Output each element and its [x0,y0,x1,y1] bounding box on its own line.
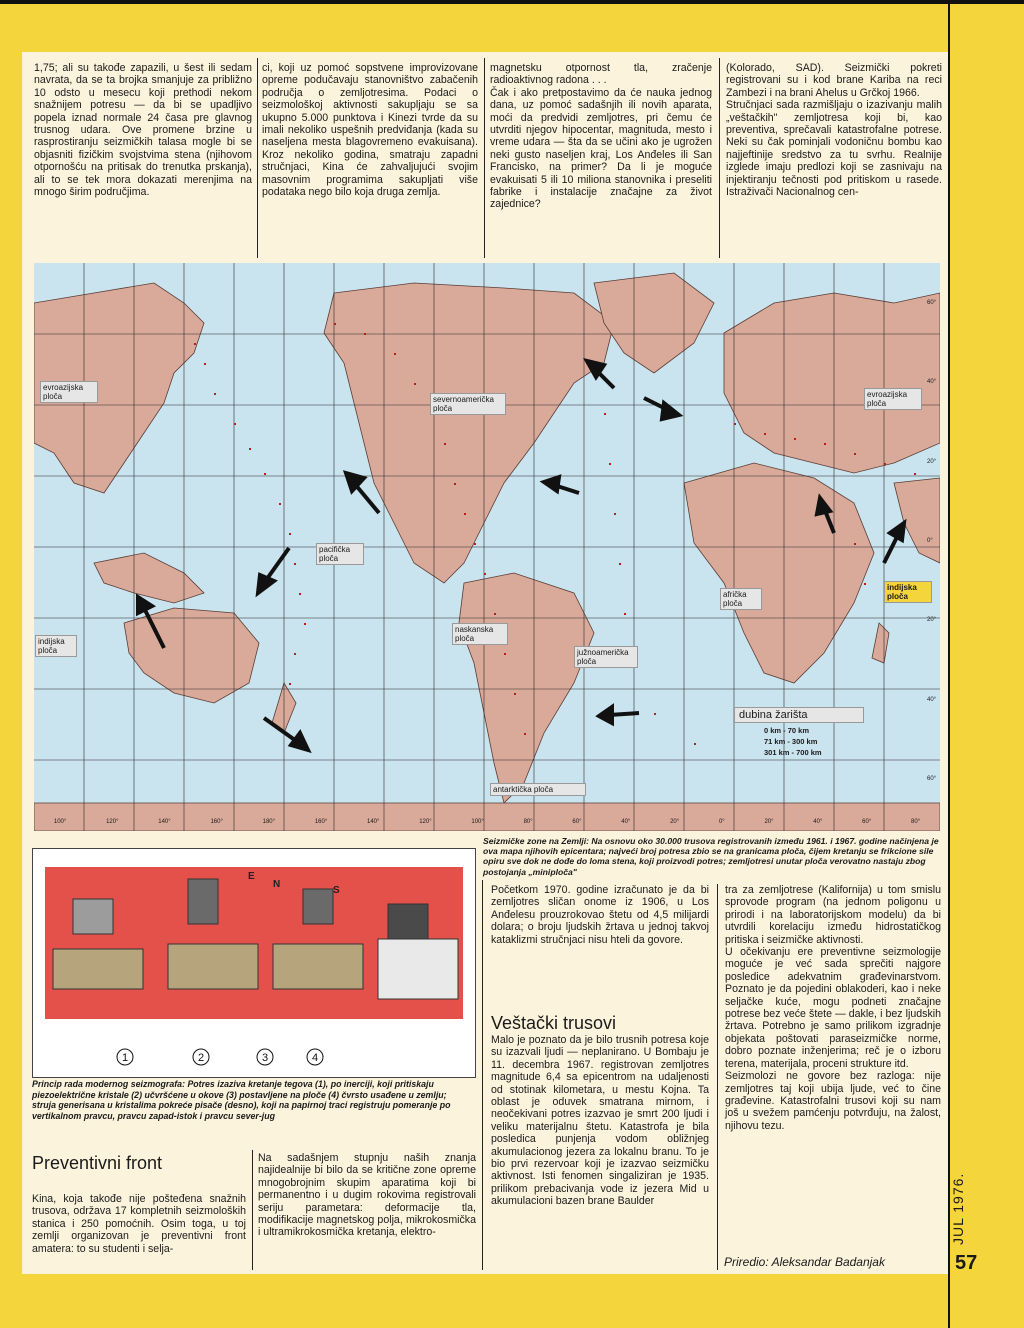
longitude-tick: 140° [367,819,380,825]
longitude-tick: 120° [106,819,119,825]
top-column-2: ci, koji uz pomoć sopstvene improvizovane opreme podučavaju stanovništvo zabačenih područja o zemljotresima. Podaci o seizmološkoj aktivnosti sakupljaju se sa ukupno 5.000 punktova i Kinezi tvrde da su imali nekoliko uspešnih predviđanja (kada su naseljena mesta blagovremeno evakuisana). Kroz nekoliko godina, smatraju zapadni stručnjaci, Kina će zahvaljujući svojim masovnim programima sakupljati više podataka nego bilo koja druga zemlja. [262,62,478,199]
paper-strip [378,939,458,999]
latitude-tick: 60° [927,776,937,783]
column-divider [719,58,720,258]
depth-legend [734,707,864,758]
figure-caption: Princip rada modernog seizmografa: Potres izaziva kretanje tegova (1), po inerciji, koji pritiskaju piezoelektrične kristale (2) učvršćene u okove (3) postavljene na ploče (4) čvrsto usađene u zemlju; struja generisana u kristalima pokreće pisače (desno), koji na papirnoj traci registruju pomeranje po vertikalnom pravcu, pravcu zapad-istok i pravcu sever-jug [32,1079,451,1121]
top-rule [0,0,1024,4]
plate-label-nazca: naskanska ploča [452,623,508,645]
direction-letter: N [273,879,281,890]
longitude-tick: 80° [910,819,921,825]
column-divider [484,58,485,258]
recorder [388,904,428,939]
longitude-tick: 60° [572,819,582,825]
latitude-tick: 60° [927,299,937,306]
longitude-tick: 20° [764,819,774,825]
legend-title: dubina žarišta [734,707,864,723]
weight [188,879,218,924]
heading-preventivni-front: Preventivni front [32,1153,163,1173]
plate-label-indian-left: indijska ploča [35,635,77,657]
plate-label-indian-right: indijska ploča [884,581,932,603]
longitude-tick: 120° [419,819,432,825]
column-divider [717,884,718,1270]
ground-block [53,949,143,989]
longitude-tick: 100° [53,819,67,825]
bottom-column-2: Na sadašnjem stupnju naših znanja najidealnije bi bilo da se kritične zone opreme mnogobrojnim skupim aparatima koji bi permanentno i u dugim rokovima registrovali seriju parametara: deformacije tla, modifikacije magnetskog polja, mikrokosmička i ultramikrokosmička kretanja, elektro- [258,1152,476,1239]
top-column-4: (Kolorado, SAD). Seizmički pokreti registrovani su i kod brane Kariba na reci Zambezi i na brani Ahelus u Grčkoj 1966. Stručnjaci sada razmišljaju o izazivanju malih „veštačkih" zemljotresa koji bi, kao preventiva, sprečavali katastrofalne potrese. Neki su čak pominjali vodoničnu bombu kao najjeftinije sredstvo za tu svrhu. Realnije izglede imaju predlozi koji se zasnivaju na injektiranju tečnosti pod pritiskom u rasede. Istraživači Nacionalnog cen- [726,62,942,199]
latitude-tick: 0° [927,537,933,544]
latitude-tick: 40° [927,379,937,386]
legend-row: 0 km - 70 km [764,726,810,735]
byline: Priredio: Aleksandar Badanjak [724,1255,885,1269]
longitude-tick: 60° [862,819,872,825]
direction-letter: S [333,885,340,896]
latitude-tick: 20° [927,458,937,465]
plate-label-pacific: pacifička ploča [316,543,364,565]
legend-row: 71 km - 300 km [764,737,818,746]
top-column-3: magnetsku otpornost tla, zračenje radioaktivnog radona . . . Čak i ako pretpostavimo da će nauka jednog dana, uz pomoć sadašnjih ili novih aparata, moći da predvidi zemljotres, pri čemu će utvrditi njegov hipocentar, magnituda, mesto i vreme udara — šta da se učini ako je ugrožen neki gusto naseljen kraj, Los Anđeles ili San Francisko, na primer? Da li je moguće evakuisati 5 ili 10 miliona stanovnika i preseliti fabrike i instalacije značajne za život zajednice? [490,62,712,211]
longitude-tick: 180° [262,819,276,825]
longitude-tick: 40° [621,819,631,825]
column-4: tra za zemljotrese (Kalifornija) u tom smislu sprovode program (na jednom poligonu u prirodi i na laboratorijskom modelu) da bi utvrdili korelaciju između hidrostatičkog pritiska i seizmičke aktivnosti. U očekivanju ere preventivne seizmologije moguće je već sada sprečiti najgore posledice adekvatnim građevinarstvom. Poznato je da pojedini oblakoderi, kao i neke seljačke kuće, mogu podneti značajne potrese bez veće štete — dakle, i bez ljudskih žrtava. Potrebno je samo prilikom izgradnje objekata poštovati paraseizmičke norme, dobro poznate inženjerima; reč je o izboru terena, materijala, proceni strukture itd. Seizmolozi ne govore bez razloga: nije zemljotres taj koji ubija ljude, već to čine građevine. Katastrofalni trusovi koji su nam još u svežem pamćenju potvrđuju, na žalost, njihovu tezu. [725,884,941,1132]
weight [73,899,113,934]
latitude-tick: 20° [927,617,937,624]
longitude-tick: 0° [718,819,725,825]
longitude-tick: 40° [813,819,823,825]
column-3-top: Početkom 1970. godine izračunato je da bi zemljotres sličan onome iz 1906, u Los Anđelesu prouzrokovao štetu od 4,5 milijardi dolara; o broju ljudskih žrtava u jednoj takvoj kataklizmi stručnjaci nisu hteli da govore. [491,884,709,946]
part-number: 3 [262,1052,269,1064]
world-seismic-map [34,263,940,831]
column-divider [482,880,483,1270]
plate-label-north-american: severnoamerička ploča [430,393,506,415]
longitude-tick: 160° [210,819,223,825]
bottom-column-1: Kina, koja takođe nije pošteđena snažnih trusova, održava 17 kompletnih seizmoloških stanica i 250 pomoćnih. Osim toga, u toj zemlji organizovan je preventivni front amatera: to su studenti i selja- [32,1193,246,1255]
plate-label-african: afrička ploča [720,588,762,610]
plate-label-eurasian-right: evroazijska ploča [864,388,922,410]
plate-label-south-american: južnoamerička ploča [574,646,638,668]
legend-row: 301 km - 700 km [764,748,822,757]
longitude-tick: 140° [158,819,171,825]
plate-label-antarctic: antarktička ploča [490,783,586,796]
part-number: 4 [312,1052,319,1064]
heading-vestacki-trusovi: Veštački trusovi [491,1013,617,1033]
seismograph-illustration [33,849,475,1077]
page-edge-rule [948,0,950,1328]
latitude-tick: 40° [927,696,937,703]
map-caption: Seizmičke zone na Zemlji: Na osnovu oko 30.000 trusova registrovanih između 1961. i 1967. godine načinjena je ova mapa njihovih epicentara; najveći broj potresa zbio se na granicama ploča, čijem kretanju se frikcione sile opiru sve dok ne dođe do loma stena, koji proizvodi potres; zemljotresi unutar ploča verovatno nastaju zbog postojanja „miniploča" [483,836,939,877]
longitude-tick: 80° [523,819,533,825]
longitude-tick: 20° [670,819,680,825]
column-3-bottom: Malo je poznato da je bilo trusnih potresa koje su izazvali ljudi — neplanirano. U Bombaju je 11. decembra 1967. registrovan zemljotres magnitude 6,4 sa epicentrom na udaljenosti od stotinak kilometara, u mestu Kojna. Ta oblast je oduvek smatrana mirnom, i neočekivani potres izazvao je smrt 200 ljudi i veliku materijalnu štetu. Katastrofa je bila posledica punjenja vodom obližnjeg akumulacionog jezera za lokalnu branu. To je bio prvi rezervoar koji je izazvao seizmičku aktivnost. Isti fenomen singaliziran je 1935. prilikom prebacivanja vode iz jezera Mid u akumulacioni bazen brane Baulder [491,1034,709,1208]
top-column-1: 1,75; ali su takođe zapazili, u šest ili sedam navrata, da se ta brojka smanjuje za približno 10 odsto u mesecu koji prethodi nekom snažnijem potresu — da bi se upadljivo popela iznad normale 24 časa pre glavnog trusnog udara. Ove promene brzine u rasprostiranju seizmičkih talasa mogle bi se objasniti fizičkim svojstvima stena (njihovom otpornošću na pritisak do trenutka prskanja), ali to se tek mora dokazati merenjima na mnogo širim područjima. [34,62,252,199]
part-number: 1 [122,1052,129,1064]
column-divider [257,58,258,258]
longitude-axis [34,819,940,831]
ground-block [168,944,258,989]
issue-date: JUL 1976. [950,1172,966,1245]
page-number: 57 [955,1252,978,1274]
plate-label-eurasian-left: evroazijska ploča [40,381,98,403]
part-number: 2 [198,1052,205,1064]
ground-block [273,944,363,989]
direction-letter: E [248,871,255,882]
longitude-tick: 100° [471,819,484,825]
column-divider [252,1150,253,1270]
seismograph-figure [32,848,476,1078]
weight [303,889,333,924]
latitude-axis [927,263,940,819]
longitude-tick: 160° [314,819,328,825]
